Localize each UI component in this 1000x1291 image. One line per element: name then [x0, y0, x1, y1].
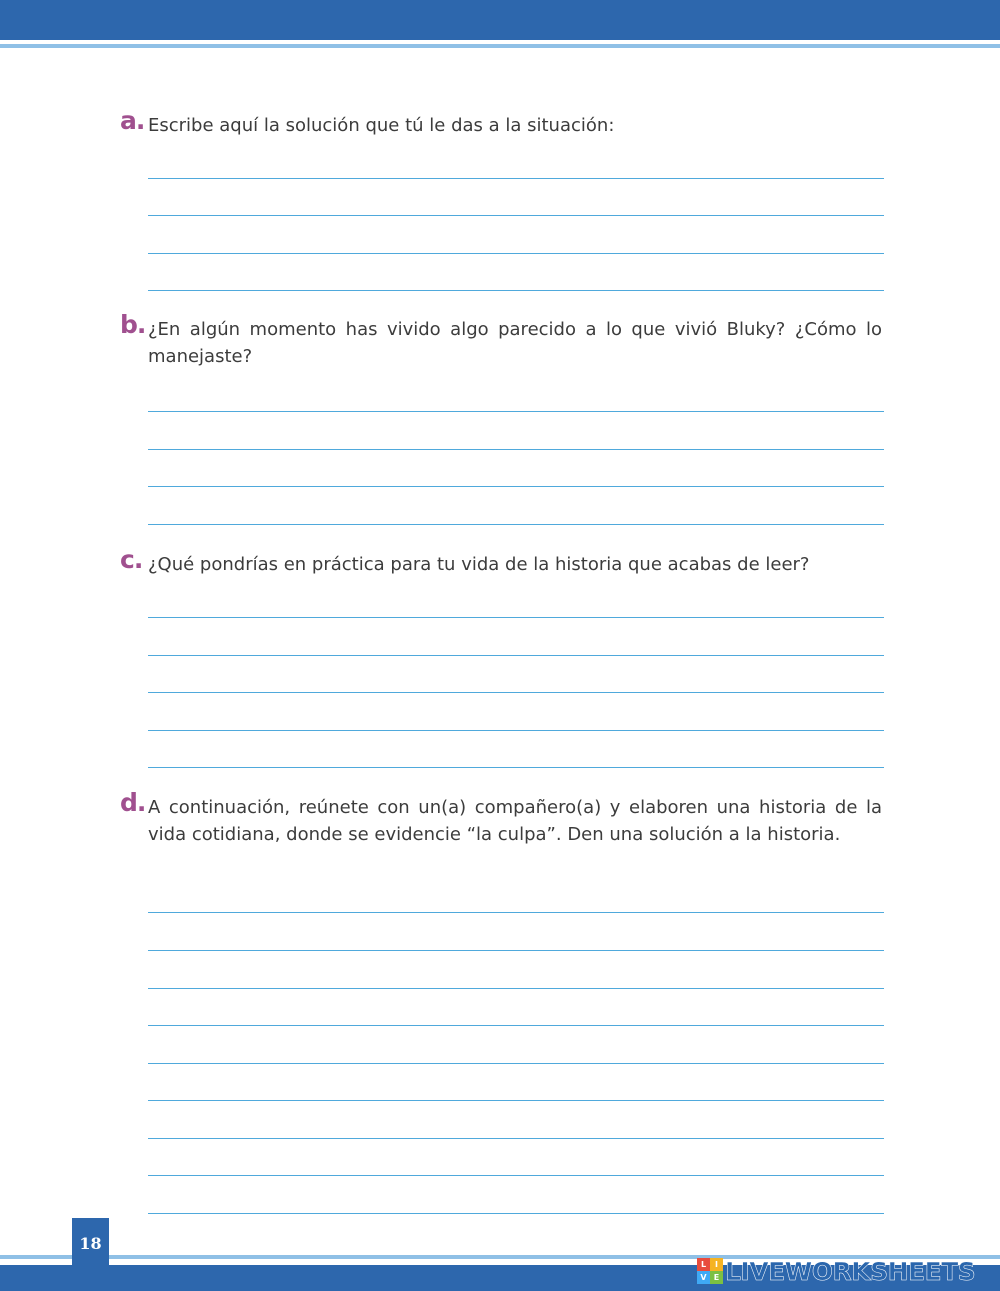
answer-line[interactable] — [148, 692, 884, 693]
question-text: ¿En algún momento has vivido algo parecido a lo que vivió Bluky? ¿Cómo lo manejaste? — [148, 319, 882, 367]
answer-line[interactable] — [148, 1063, 884, 1064]
question-text: A continuación, reúnete con un(a) compañero(a) y elaboren una historia de la vida cotidiana, donde se evidencie “la culpa”. Den una solución a la historia. — [148, 797, 882, 845]
page-number: 18 — [72, 1218, 109, 1268]
liveworksheets-brand — [697, 1256, 975, 1286]
question-d — [120, 788, 882, 848]
answer-line[interactable] — [148, 730, 884, 731]
question-b — [120, 310, 882, 370]
answer-line[interactable] — [148, 767, 884, 768]
question-text: ¿Qué pondrías en práctica para tu vida de la historia que acabas de leer? — [148, 554, 810, 575]
answer-line[interactable] — [148, 988, 884, 989]
answer-line[interactable] — [148, 1100, 884, 1101]
question-c — [120, 545, 882, 578]
answer-line[interactable] — [148, 655, 884, 656]
question-letter: b. — [120, 310, 146, 339]
question-text: Escribe aquí la solución que tú le das a la situación: — [148, 115, 615, 136]
liveworksheets-logo-icon: L I V E — [697, 1258, 723, 1284]
header-stripe — [0, 44, 1000, 48]
question-a — [120, 106, 882, 139]
question-letter: c. — [120, 545, 143, 574]
answer-line[interactable] — [148, 449, 884, 450]
brand-text: LIVEWORKSHEETS — [725, 1256, 976, 1286]
answer-line[interactable] — [148, 253, 884, 254]
answer-line[interactable] — [148, 950, 884, 951]
answer-line[interactable] — [148, 1138, 884, 1139]
answer-line[interactable] — [148, 1175, 884, 1176]
answer-line[interactable] — [148, 411, 884, 412]
question-letter: d. — [120, 788, 146, 817]
answer-line[interactable] — [148, 1025, 884, 1026]
question-letter: a. — [120, 106, 145, 135]
answer-line[interactable] — [148, 1213, 884, 1214]
answer-line[interactable] — [148, 912, 884, 913]
answer-line[interactable] — [148, 486, 884, 487]
answer-line[interactable] — [148, 215, 884, 216]
answer-line[interactable] — [148, 617, 884, 618]
answer-line[interactable] — [148, 178, 884, 179]
answer-line[interactable] — [148, 524, 884, 525]
header-band — [0, 0, 1000, 40]
answer-line[interactable] — [148, 290, 884, 291]
